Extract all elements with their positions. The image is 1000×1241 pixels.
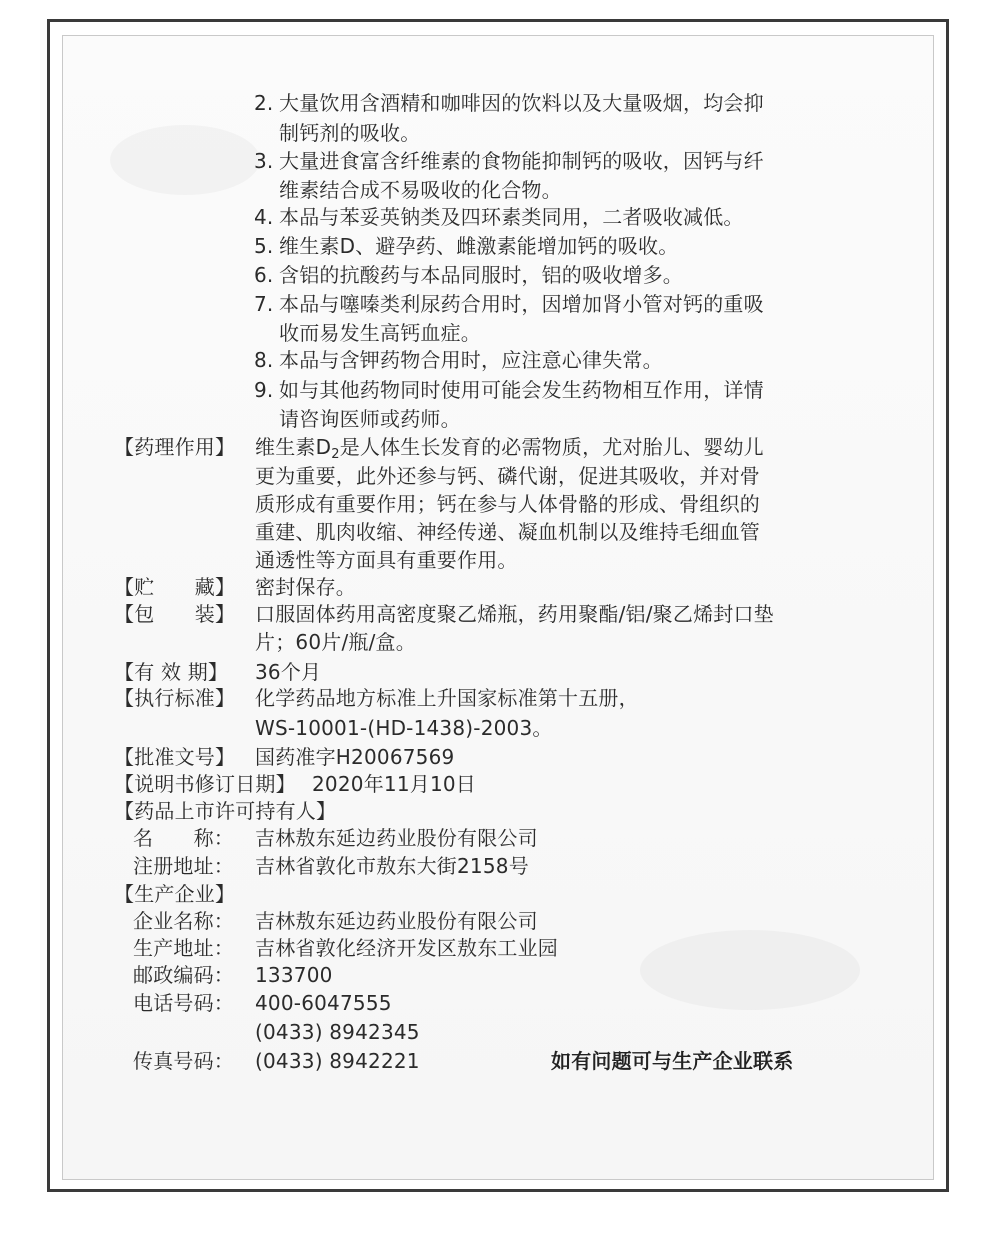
field-value: 吉林敖东延边药业股份有限公司: [255, 826, 538, 850]
field-label: 邮政编码：: [133, 963, 234, 987]
validity-value: 36个月: [255, 660, 322, 684]
section-label: 【有 效 期】: [114, 660, 229, 684]
item-text: 本品与苯妥英钠类及四环素类同用，二者吸收减低。: [279, 205, 744, 229]
item-text: 收而易发生高钙血症。: [279, 321, 481, 345]
standard-value: WS-10001-(HD-1438)-2003。: [255, 716, 553, 740]
section-label: 【包 装】: [114, 602, 236, 626]
contact-note: 如有问题可与生产企业联系: [551, 1049, 794, 1073]
field-value: (0433) 8942345: [255, 1020, 420, 1044]
item-text: 请咨询医师或药师。: [279, 407, 461, 431]
field-value: 吉林省敦化市敖东大街2158号: [255, 854, 529, 878]
field-value: 133700: [255, 963, 333, 987]
storage-value: 密封保存。: [255, 575, 356, 599]
field-label: 企业名称：: [133, 909, 234, 933]
body-text: 重建、肌肉收缩、神经传递、凝血机制以及维持毛细血管: [255, 520, 760, 544]
section-label: 【执行标准】: [114, 686, 236, 710]
body-text: 质形成有重要作用；钙在参与人体骨骼的形成、骨组织的: [255, 492, 760, 516]
item-text: 维素结合成不易吸收的化合物。: [279, 178, 562, 202]
section-label: 【批准文号】: [114, 745, 236, 769]
package-value: 口服固体药用高密度聚乙烯瓶，药用聚酯/铝/聚乙烯封口垫: [255, 602, 774, 626]
section-label: 【药品上市许可持有人】: [114, 799, 337, 823]
item-number: 8.: [254, 348, 274, 372]
section-label: 【说明书修订日期】: [114, 772, 296, 796]
item-text: 本品与含钾药物合用时，应注意心律失常。: [279, 348, 663, 372]
field-label: 传真号码：: [133, 1049, 234, 1073]
item-number: 3.: [254, 149, 274, 173]
field-value: 400-6047555: [255, 991, 392, 1015]
field-value: (0433) 8942221: [255, 1049, 420, 1073]
item-text: 维生素D、避孕药、雌激素能增加钙的吸收。: [279, 234, 679, 258]
item-text: 如与其他药物同时使用可能会发生药物相互作用，详情: [279, 378, 764, 402]
item-text: 含铝的抗酸药与本品同服时，铝的吸收增多。: [279, 263, 683, 287]
approval-number: 国药准字H20067569: [255, 745, 455, 769]
item-number: 5.: [254, 234, 274, 258]
field-label: 注册地址：: [133, 854, 234, 878]
item-number: 6.: [254, 263, 274, 287]
text-part: 是人体生长发育的必需物质，尤对胎儿、婴幼儿: [339, 435, 764, 459]
revision-date: 2020年11月10日: [312, 772, 476, 796]
field-label: 电话号码：: [133, 991, 234, 1015]
item-number: 7.: [254, 292, 274, 316]
item-number: 9.: [254, 378, 274, 402]
field-value: 吉林敖东延边药业股份有限公司: [255, 909, 538, 933]
body-text: 更为重要，此外还参与钙、磷代谢，促进其吸收，并对骨: [255, 464, 760, 488]
field-value: 吉林省敦化经济开发区敖东工业园: [255, 936, 558, 960]
item-text: 制钙剂的吸收。: [279, 121, 421, 145]
item-number: 2.: [254, 91, 274, 115]
field-label: 名 称：: [133, 826, 234, 850]
section-label: 【贮 藏】: [114, 575, 236, 599]
subscript: 2: [331, 447, 340, 462]
section-label: 【药理作用】: [114, 435, 236, 459]
item-text: 大量饮用含酒精和咖啡因的饮料以及大量吸烟，均会抑: [279, 91, 764, 115]
item-text: 本品与噻嗪类利尿药合用时，因增加肾小管对钙的重吸: [279, 292, 764, 316]
text-part: 维生素D: [255, 435, 332, 459]
body-text: 通透性等方面具有重要作用。: [255, 548, 518, 572]
item-number: 4.: [254, 205, 274, 229]
field-label: 生产地址：: [133, 936, 234, 960]
package-value: 片；60片/瓶/盒。: [255, 630, 416, 654]
standard-value: 化学药品地方标准上升国家标准第十五册，: [255, 686, 639, 710]
pharmacology-first-line: [255, 432, 764, 462]
item-text: 大量进食富含纤维素的食物能抑制钙的吸收，因钙与纤: [279, 149, 764, 173]
section-label: 【生产企业】: [114, 882, 236, 906]
